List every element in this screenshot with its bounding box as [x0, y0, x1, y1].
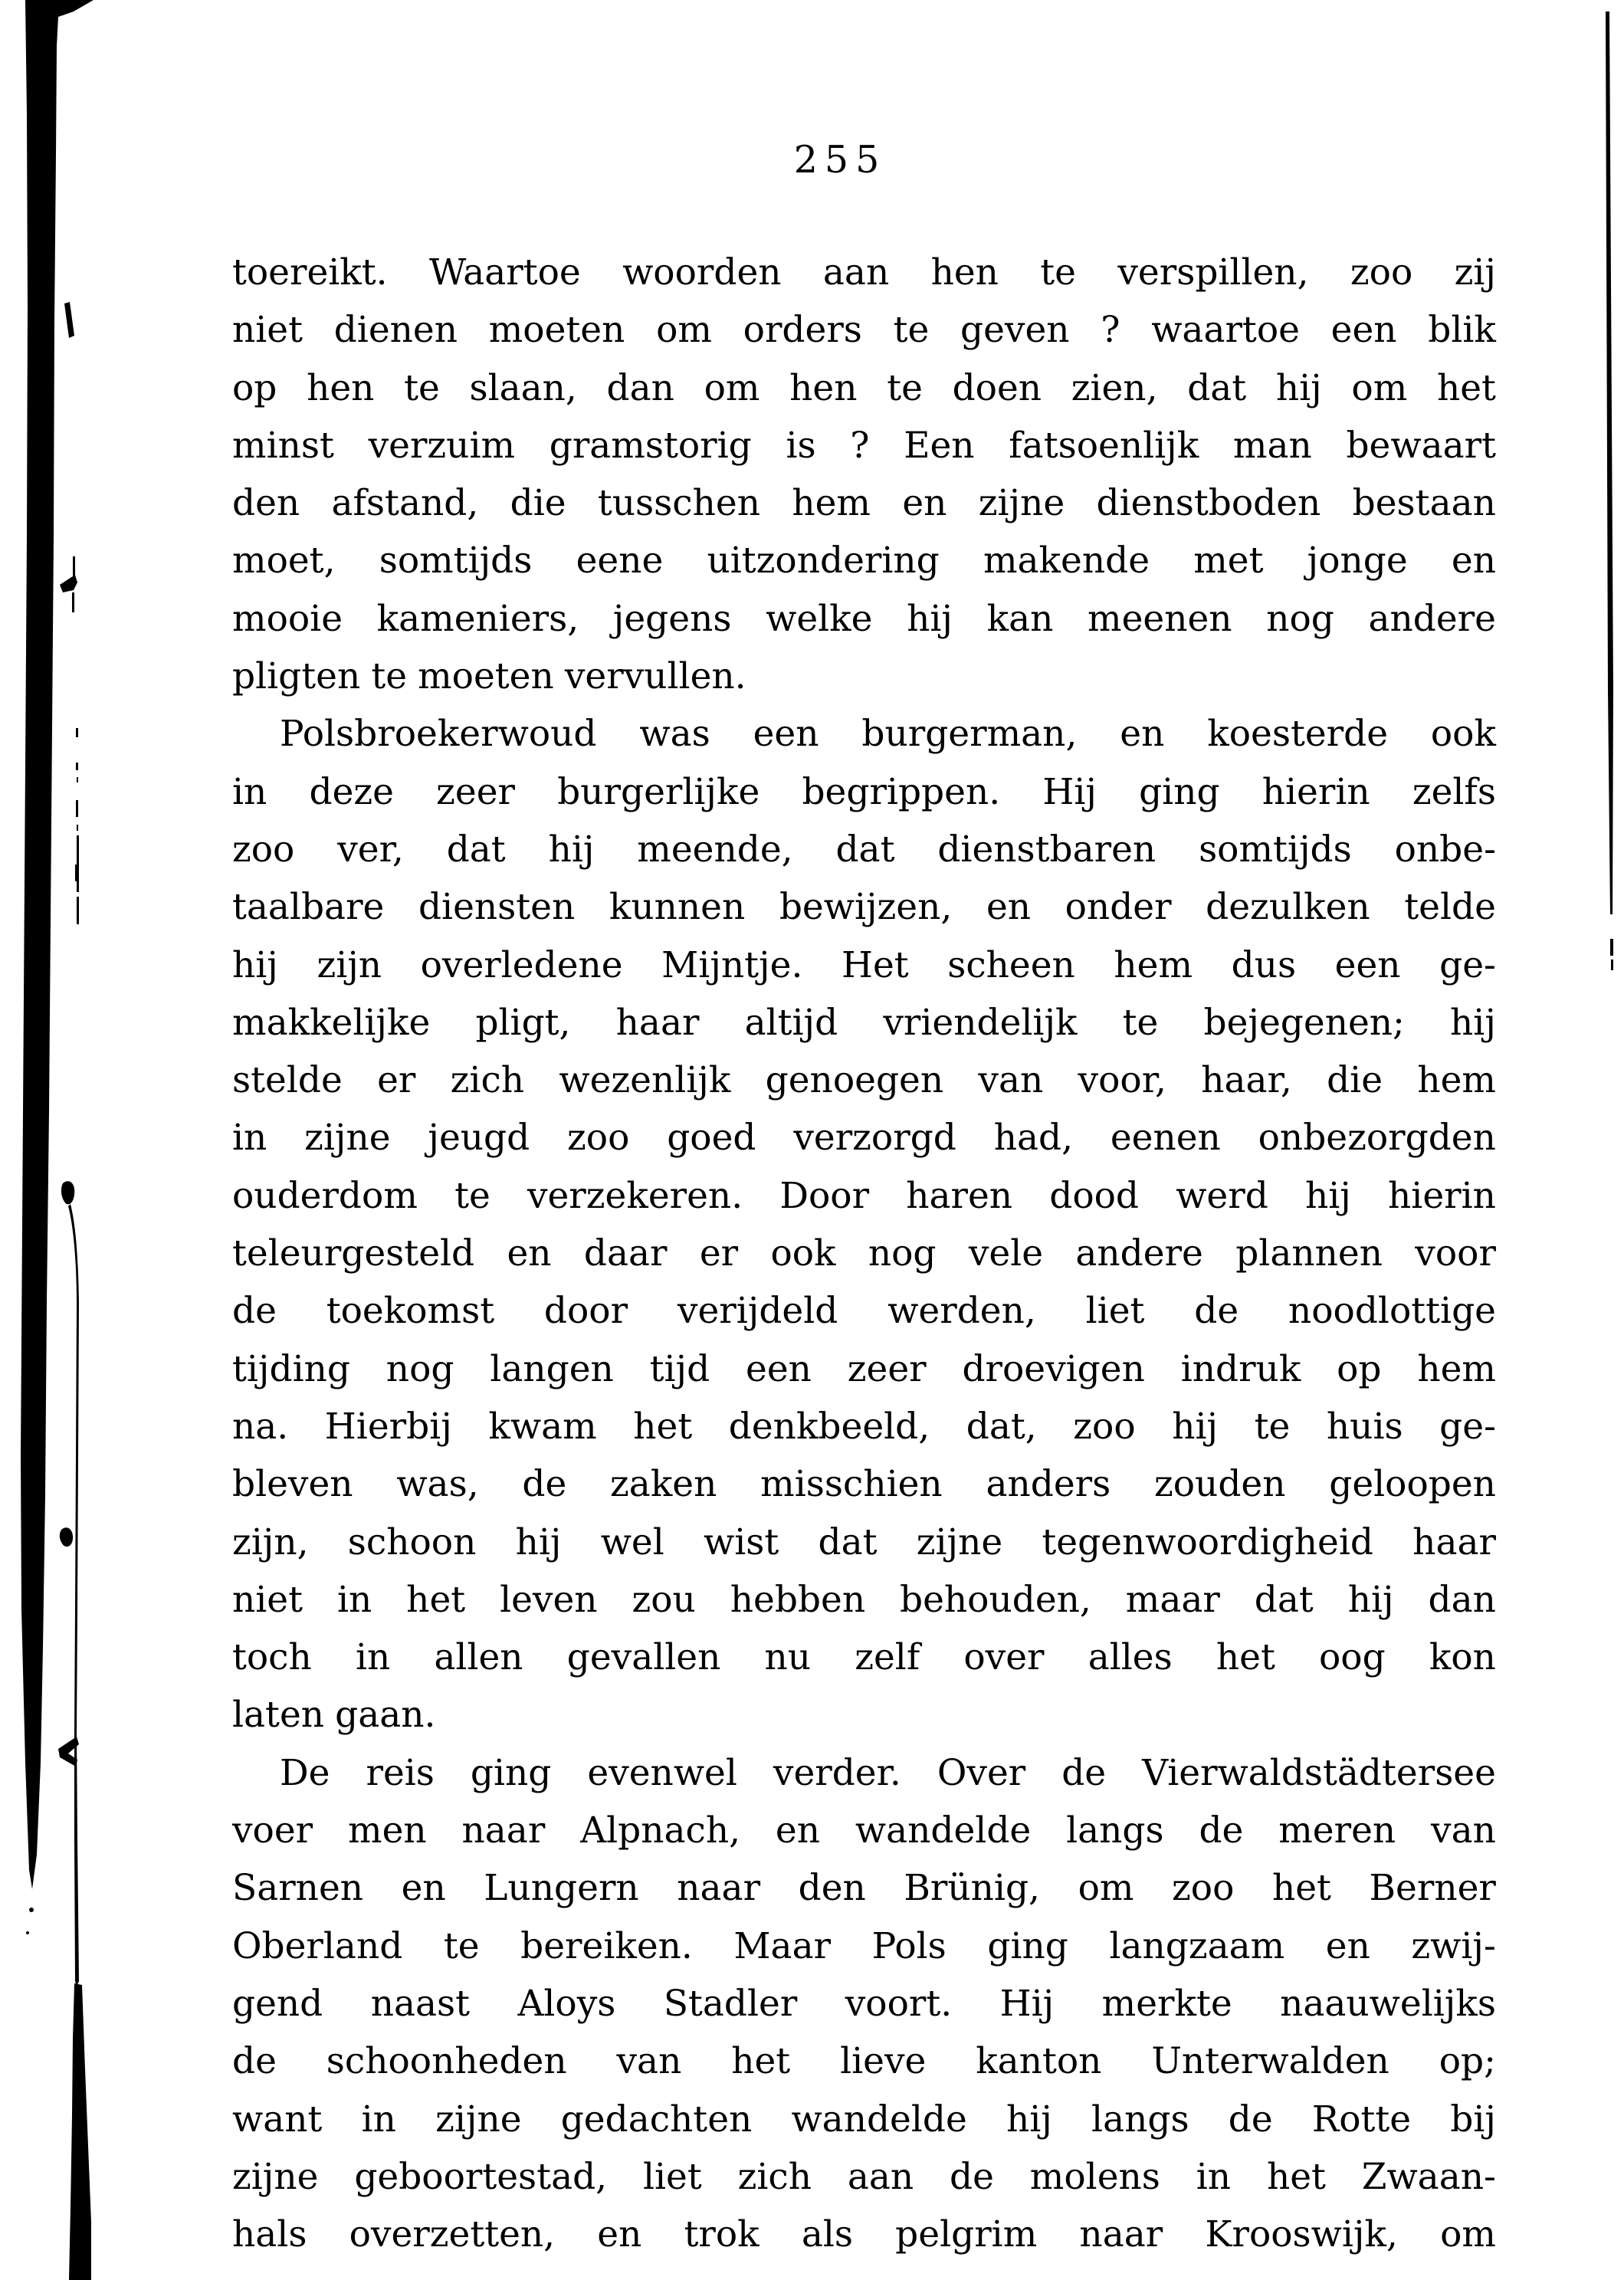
text-line: teleurgesteld en daar er ook nog vele andere plannen voor [232, 1232, 1496, 1275]
text-line: voer men naar Alpnach, en wandelde langs de meren van [232, 1809, 1496, 1852]
text-line: de schoonheden van het lieve kanton Unterwalden op; [232, 2040, 1496, 2083]
scan-artifact-margin-hairline [73, 556, 75, 579]
text-line: Sarnen en Lungern naar den Brünig, om zoo het Berner [232, 1867, 1496, 1910]
scan-artifact-crease-line [68, 1204, 79, 1986]
text-line: laten gaan. [232, 1694, 436, 1737]
text-line: zijn, schoon hij wel wist dat zijne tegenwoordigheid haar [232, 1521, 1496, 1563]
scan-artifact-speck [29, 1908, 34, 1912]
scan-artifact-arrow-mark [58, 1737, 79, 1767]
text-line: in zijne jeugd zoo goed verzorgd had, eenen onbezorgden [232, 1117, 1496, 1160]
page-text [232, 244, 1496, 2263]
page-number: 255 [793, 138, 887, 182]
text-line: niet dienen moeten om orders te geven ? waartoe een blik [232, 309, 1496, 352]
text-line: zijne geboortestad, liet zich aan de molens in het Zwaan- [232, 2155, 1496, 2198]
text-line: op hen te slaan, dan om hen te doen zien, dat hij om het [232, 366, 1496, 409]
text-line: niet in het leven zou hebben behouden, maar dat hij dan [232, 1578, 1496, 1621]
scan-artifact-right-edge-dash [1611, 960, 1613, 970]
text-line: hals overzetten, en trok als pelgrim naar Krooswijk, om [232, 2213, 1496, 2256]
text-line: minst verzuim gramstorig is ? Een fatsoenlijk man bewaart [232, 424, 1496, 467]
text-line: Oberland te bereiken. Maar Pols ging langzaam en zwij- [232, 1924, 1496, 1967]
text-line: toch in allen gevallen nu zelf over alles het oog kon [232, 1636, 1496, 1679]
scan-artifact-crease-dashes [75, 728, 79, 924]
scan-artifact-right-edge-dash [1610, 939, 1613, 956]
scan-artifact-bottom-band [69, 1983, 91, 2280]
text-line: stelde er zich wezenlijk genoegen van voor, haar, die hem [232, 1059, 1496, 1102]
text-line: hij zijn overledene Mijntje. Het scheen hem dus een ge- [232, 943, 1496, 986]
scan-artifact-right-edge-line [1606, 11, 1613, 914]
text-line: gend naast Aloys Stadler voort. Hij merkte naauwelijks [232, 1982, 1496, 2025]
text-line: tijding nog langen tijd een zeer droevigen indruk op hem [232, 1347, 1496, 1390]
scan-artifact-comma-blob [60, 1527, 73, 1547]
text-line: den afstand, die tusschen hem en zijne dienstboden bestaan [232, 482, 1496, 525]
text-line: De reis ging evenwel verder. Over de Vierwaldstädtersee [280, 1751, 1496, 1794]
text-line: pligten te moeten vervullen. [232, 655, 746, 698]
text-line: bleven was, de zaken misschien anders zouden geloopen [232, 1463, 1496, 1506]
text-line: mooie kameniers, jegens welke hij kan meenen nog andere [232, 597, 1496, 640]
text-line: moet, somtijds eene uitzondering makende met jonge en [232, 540, 1496, 582]
text-line: taalbare diensten kunnen bewijzen, en onder dezulken telde [232, 886, 1496, 929]
text-line: Polsbroekerwoud was een burgerman, en koesterde ook [280, 713, 1496, 756]
scan-artifact-comma-blob [61, 1181, 74, 1204]
scan-artifact-speck [26, 1931, 29, 1934]
scan-artifact-margin-hook [60, 575, 77, 592]
text-line: toereikt. Waartoe woorden aan hen te verspillen, zoo zij [232, 251, 1496, 294]
text-line: in deze zeer burgerlijke begrippen. Hij ging hierin zelfs [232, 770, 1496, 813]
text-line: na. Hierbij kwam het denkbeeld, dat, zoo hij te huis ge- [232, 1405, 1496, 1448]
scan-artifact-margin-tick [64, 302, 74, 338]
text-line: ouderdom te verzekeren. Door haren dood werd hij hierin [232, 1174, 1496, 1217]
text-line: de toekomst door verijdeld werden, liet de noodlottige [232, 1290, 1496, 1333]
scan-artifact-margin-hairline [72, 592, 74, 612]
scan-artifact-left-binding [21, 0, 94, 1889]
text-line: makkelijke pligt, haar altijd vriendelijk te bejegenen; hij [232, 1001, 1496, 1044]
text-line: zoo ver, dat hij meende, dat dienstbaren somtijds onbe- [232, 828, 1496, 871]
text-line: want in zijne gedachten wandelde hij langs de Rotte bij [232, 2098, 1496, 2141]
